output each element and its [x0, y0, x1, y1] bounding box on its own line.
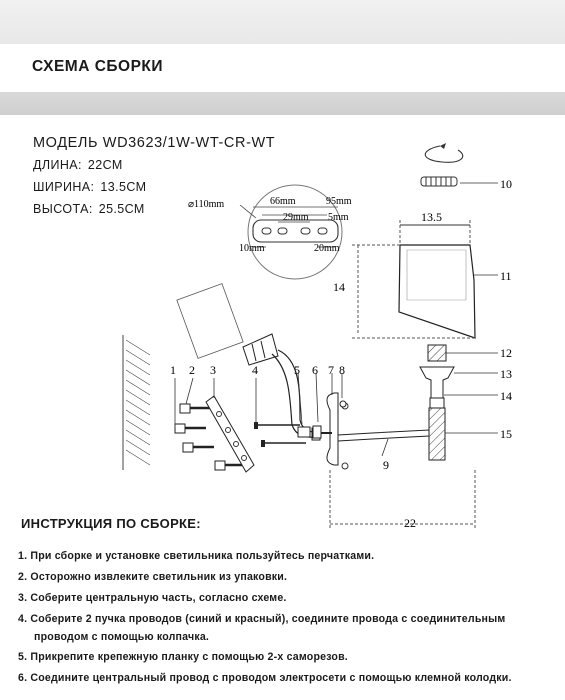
part-13: 13 [500, 367, 512, 381]
page-title: СХЕМА СБОРКИ [32, 58, 164, 75]
backplate-detail [188, 185, 352, 279]
spec-height-value: 25.5СМ [98, 202, 145, 216]
spec-width-label: ШИРИНА: [33, 180, 95, 194]
bulb-holder [420, 345, 498, 460]
spec-width-value: 13.5СМ [100, 180, 147, 194]
part-14: 14 [500, 389, 512, 403]
cap-nut [421, 177, 498, 186]
part-2: 2 [189, 363, 195, 377]
dim-20: 20mm [314, 243, 340, 254]
spec-length-value: 22СМ [87, 158, 123, 172]
step-4: 4. Соберите 2 пучка проводов (синий и красный), соедините провода с соединительным [18, 613, 506, 625]
dim-length: 22 [404, 516, 416, 530]
dim-29: 29mm [283, 212, 309, 223]
part-11: 11 [500, 269, 512, 283]
spec-length-label: ДЛИНА: [33, 158, 82, 172]
fittings [298, 373, 346, 438]
dim-top: 13.5 [421, 210, 442, 224]
terminal-block [177, 284, 318, 438]
part-3: 3 [210, 363, 216, 377]
part-1: 1 [170, 363, 176, 377]
part-12: 12 [500, 346, 512, 360]
dim-diameter: ⌀110mm [188, 199, 225, 210]
step-5: 5. Прикрепите крепежную планку с помощью 2-х саморезов. [18, 651, 348, 663]
part-4: 4 [252, 363, 258, 377]
part-10: 10 [500, 177, 512, 191]
part-6: 6 [312, 363, 318, 377]
lamp-arm [312, 393, 429, 469]
step-3: 3. Соберите центральную часть, согласно схеме. [18, 592, 287, 604]
rotation-arrow-icon [425, 143, 463, 162]
dim-10: 10mm [239, 243, 265, 254]
step-2: 2. Осторожно извлеките светильник из упаковки. [18, 571, 288, 583]
part-8: 8 [339, 363, 345, 377]
model-name: МОДЕЛЬ WD3623/1W-WT-CR-WT [33, 135, 276, 151]
instructions-title: ИНСТРУКЦИЯ ПО СБОРКЕ: [21, 516, 201, 531]
step-1: 1. При сборке и установке светильника пользуйтесь перчатками. [18, 550, 375, 562]
part-9: 9 [383, 458, 389, 472]
wall [123, 335, 150, 470]
part-15: 15 [500, 427, 512, 441]
dim-66: 66mm [270, 196, 296, 207]
mounting-bar [206, 396, 254, 472]
dim-height: 14 [333, 280, 345, 294]
step-4-cont: проводом с помощью колпачка. [34, 631, 210, 643]
dim-95: 95mm [326, 196, 352, 207]
part-7: 7 [328, 363, 334, 377]
step-6: 6. Соедините центральный провод с проводом электросети с помощью клемной колодки. [18, 672, 512, 684]
spec-height-label: ВЫСОТА: [33, 202, 93, 216]
part-5: 5 [294, 363, 300, 377]
dim-5: 5mm [328, 212, 349, 223]
length-dimension [330, 470, 475, 530]
lampshade [333, 210, 498, 338]
